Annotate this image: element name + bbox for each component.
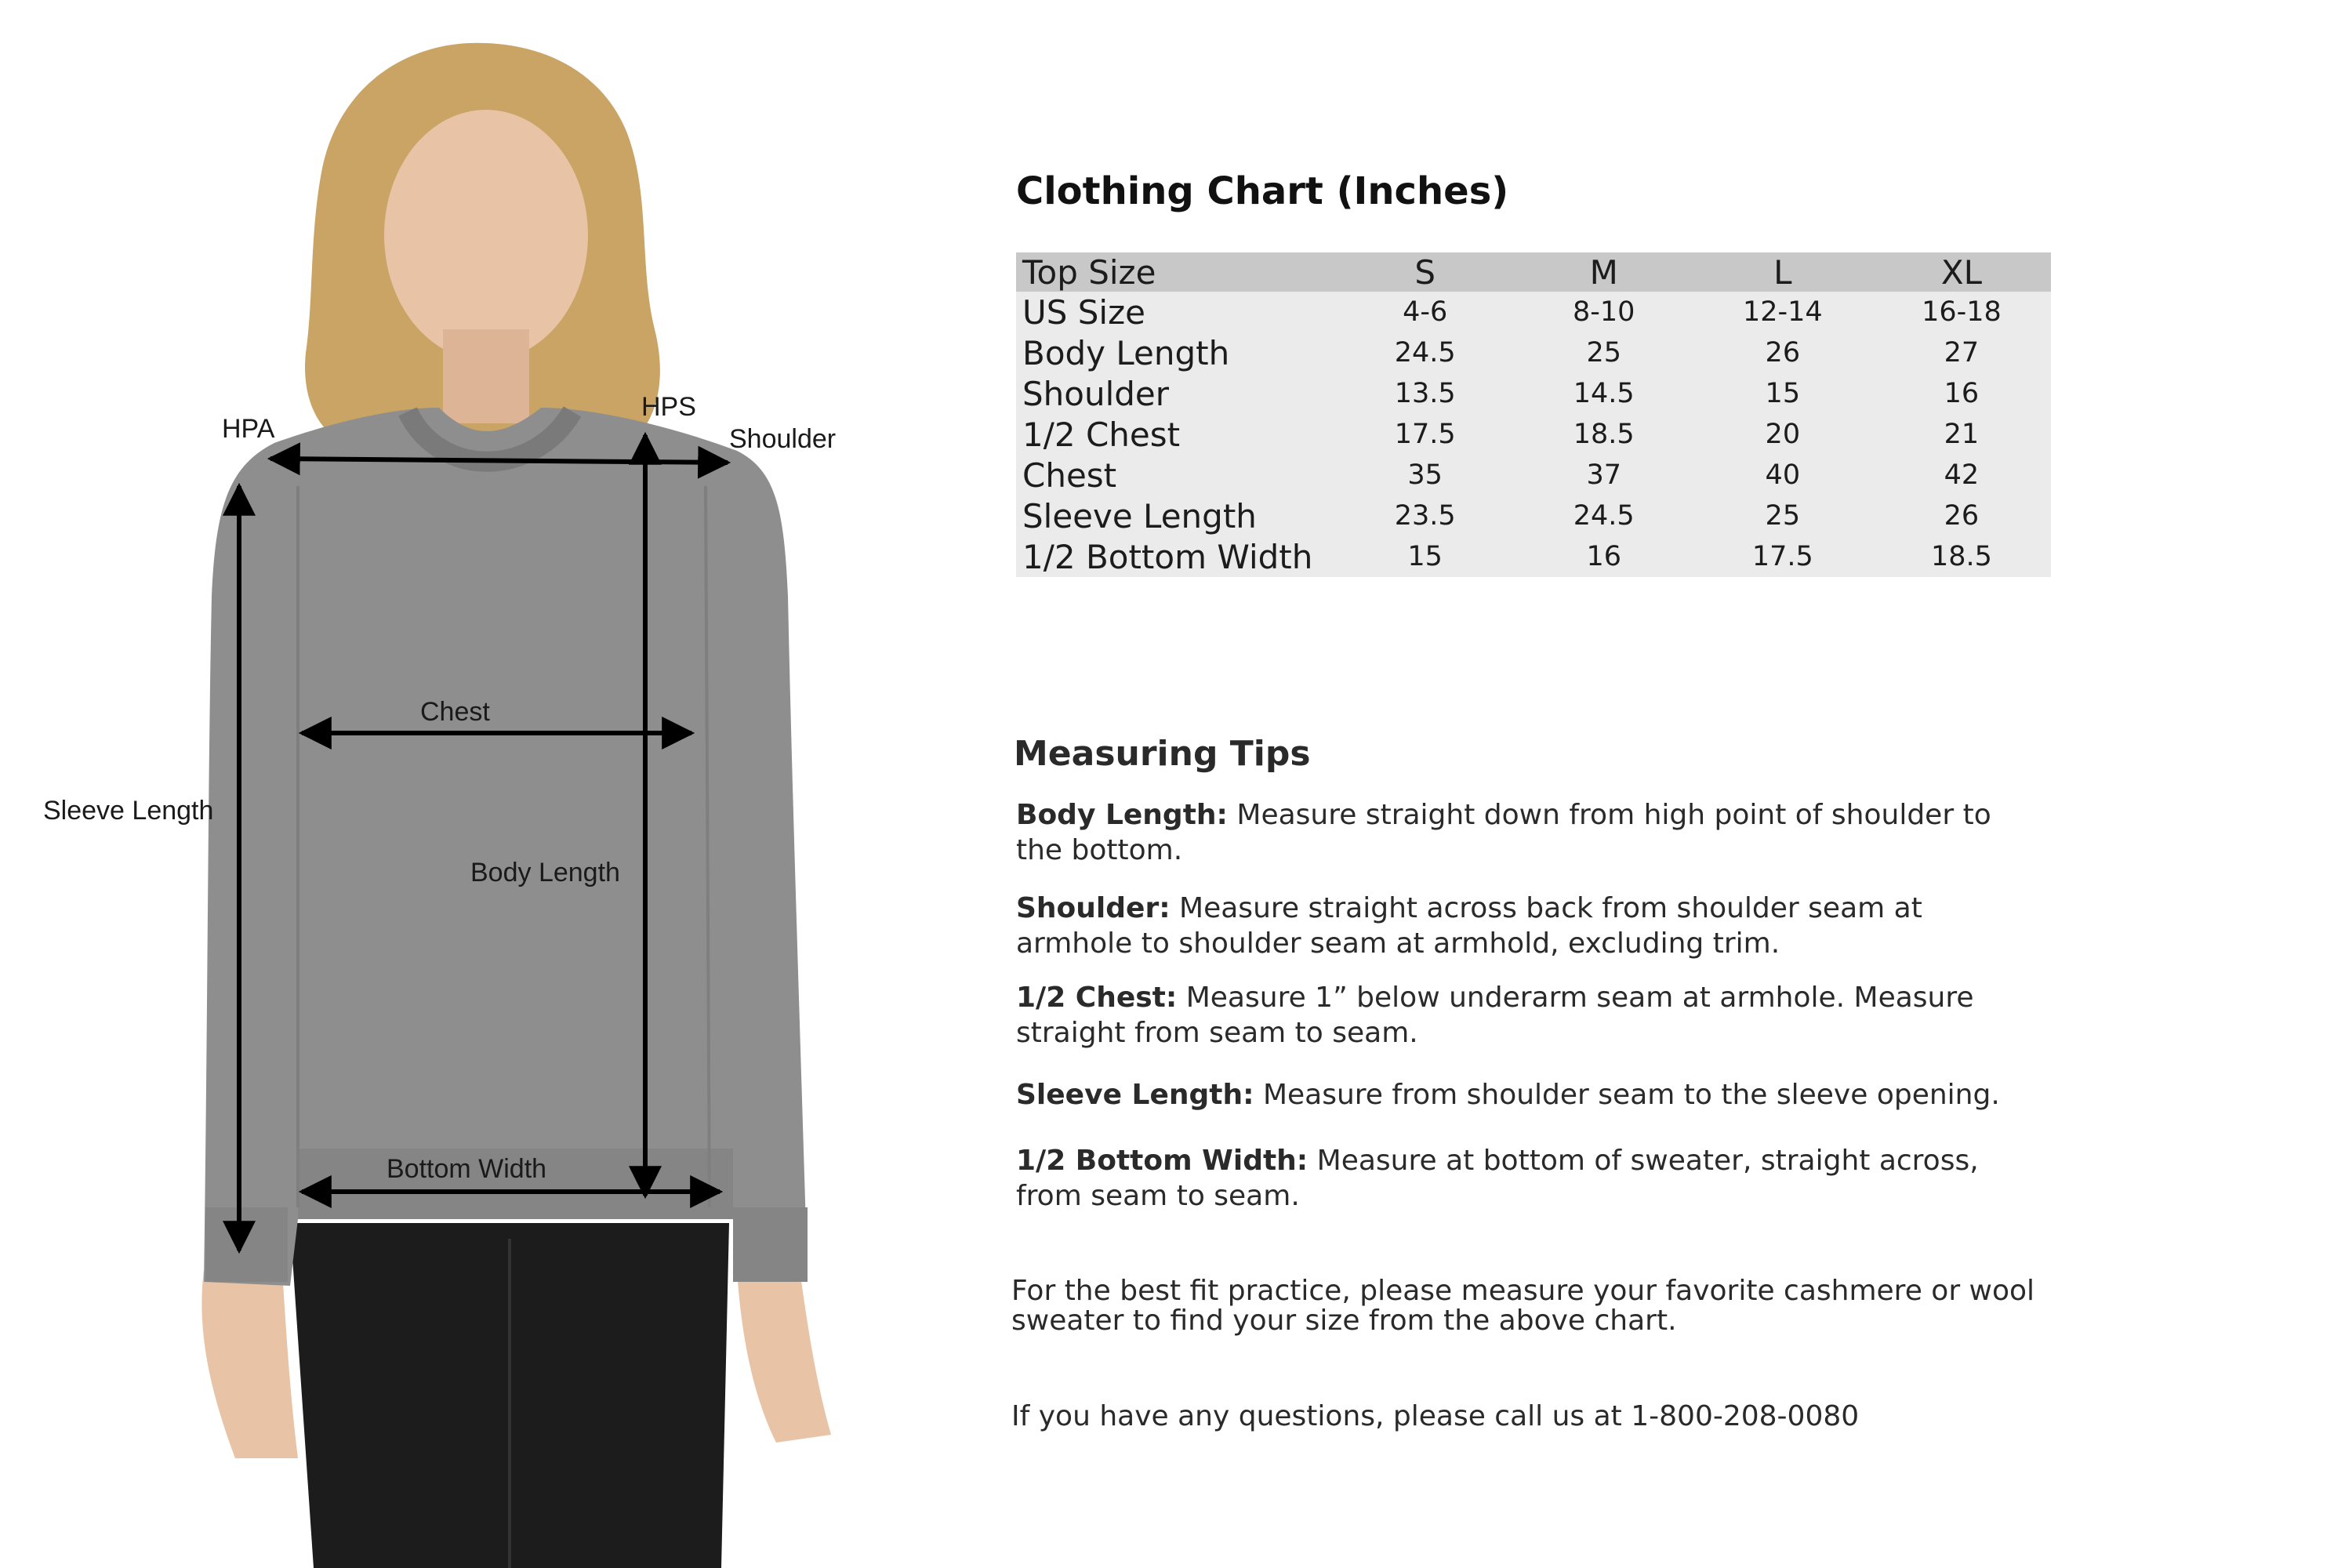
- tip-sleeve-length: [1016, 1077, 2035, 1112]
- hpa-label: HPA: [222, 414, 275, 444]
- tip-term: 1/2 Chest:: [1016, 982, 1178, 1014]
- row-label: 1/2 Chest: [1022, 415, 1181, 454]
- table-cell: 24.5: [1394, 337, 1456, 368]
- table-cell: 37: [1586, 459, 1622, 491]
- contact-note: If you have any questions, please call us at 1-800-208-0080: [1011, 1400, 1860, 1432]
- table-row: [1016, 536, 2051, 577]
- measuring-tips-title: Measuring Tips: [1014, 734, 1311, 774]
- tip-text: Measure 1” below underarm seam at armhole. Measure straight from seam to seam.: [1016, 982, 1974, 1049]
- tip-half-chest: [1016, 980, 2035, 1051]
- header-size-l: L: [1693, 252, 1872, 292]
- table-cell: 15: [1765, 378, 1801, 409]
- row-label: Chest: [1022, 456, 1117, 495]
- size-chart-table: [1016, 252, 2051, 577]
- table-header-row: [1016, 252, 2051, 292]
- chart-title: Clothing Chart (Inches): [1016, 169, 1509, 213]
- header-size-xl: XL: [1872, 252, 2051, 292]
- right-hand-shape: [737, 1270, 831, 1443]
- table-cell: 8-10: [1573, 296, 1635, 328]
- face-shape: [384, 110, 588, 361]
- fit-note: For the best fit practice, please measure your favorite cashmere or wool sweater to find your size from the above chart.: [1011, 1275, 2035, 1337]
- bottom-width-label: Bottom Width: [387, 1154, 547, 1184]
- tip-term: Shoulder:: [1016, 892, 1171, 924]
- table-cell: 4-6: [1403, 296, 1448, 328]
- table-cell: 27: [1944, 337, 1980, 368]
- table-row: [1016, 455, 2051, 495]
- table-row: [1016, 414, 2051, 455]
- table-cell: 12-14: [1742, 296, 1823, 328]
- table-cell: 25: [1586, 337, 1622, 368]
- tip-text: Measure straight down from high point of shoulder to the bottom.: [1016, 799, 1991, 866]
- row-label: Body Length: [1022, 333, 1230, 372]
- table-cell: 18.5: [1930, 541, 1992, 572]
- shoulder-label: Shoulder: [729, 424, 837, 454]
- table-cell: 17.5: [1751, 541, 1813, 572]
- table-row: [1016, 373, 2051, 414]
- table-cell: 26: [1944, 500, 1980, 532]
- table-cell: 15: [1407, 541, 1443, 572]
- tip-half-bottom-width: [1016, 1143, 2035, 1214]
- tip-term: Sleeve Length:: [1016, 1079, 1254, 1111]
- model-illustration: [0, 0, 941, 1568]
- table-cell: 16-18: [1922, 296, 2002, 328]
- table-cell: 18.5: [1573, 419, 1635, 450]
- neck-shape: [443, 329, 529, 423]
- table-cell: 17.5: [1394, 419, 1456, 450]
- table-cell: 40: [1765, 459, 1801, 491]
- tip-text: Measure at bottom of sweater, straight across, from seam to seam.: [1016, 1145, 1979, 1212]
- table-cell: 16: [1586, 541, 1622, 572]
- table-cell: 26: [1765, 337, 1801, 368]
- tip-shoulder: [1016, 891, 2035, 961]
- table-cell: 24.5: [1573, 500, 1635, 532]
- table-cell: 35: [1407, 459, 1443, 491]
- table-cell: 25: [1765, 500, 1801, 532]
- table-cell: 42: [1944, 459, 1980, 491]
- row-label: Sleeve Length: [1022, 496, 1257, 535]
- measurement-figure: [0, 0, 941, 1568]
- hps-label: HPS: [641, 392, 696, 422]
- tip-term: Body Length:: [1016, 799, 1228, 831]
- row-label: 1/2 Bottom Width: [1022, 537, 1313, 576]
- tip-term: 1/2 Bottom Width:: [1016, 1145, 1308, 1177]
- table-cell: 14.5: [1573, 378, 1635, 409]
- chest-label: Chest: [420, 697, 490, 727]
- table-cell: 13.5: [1394, 378, 1456, 409]
- tip-body-length: [1016, 797, 2035, 868]
- tip-text: Measure straight across back from shoulder seam at armhole to shoulder seam at armhold, excluding trim.: [1016, 892, 1922, 960]
- row-label: Shoulder: [1022, 374, 1170, 413]
- table-row: [1016, 292, 2051, 332]
- left-hand-shape: [201, 1270, 298, 1458]
- table-row: [1016, 332, 2051, 373]
- table-cell: 16: [1944, 378, 1980, 409]
- table-cell: 23.5: [1394, 500, 1456, 532]
- body-length-label: Body Length: [470, 858, 620, 887]
- sleeve-length-label: Sleeve Length: [43, 796, 214, 826]
- header-label: Top Size: [1016, 252, 1336, 292]
- tip-text: Measure from shoulder seam to the sleeve opening.: [1254, 1079, 2000, 1111]
- header-size-m: M: [1515, 252, 1693, 292]
- table-row: [1016, 495, 2051, 536]
- header-size-s: S: [1336, 252, 1515, 292]
- row-label: US Size: [1022, 292, 1145, 332]
- table-cell: 20: [1765, 419, 1801, 450]
- table-cell: 21: [1944, 419, 1980, 450]
